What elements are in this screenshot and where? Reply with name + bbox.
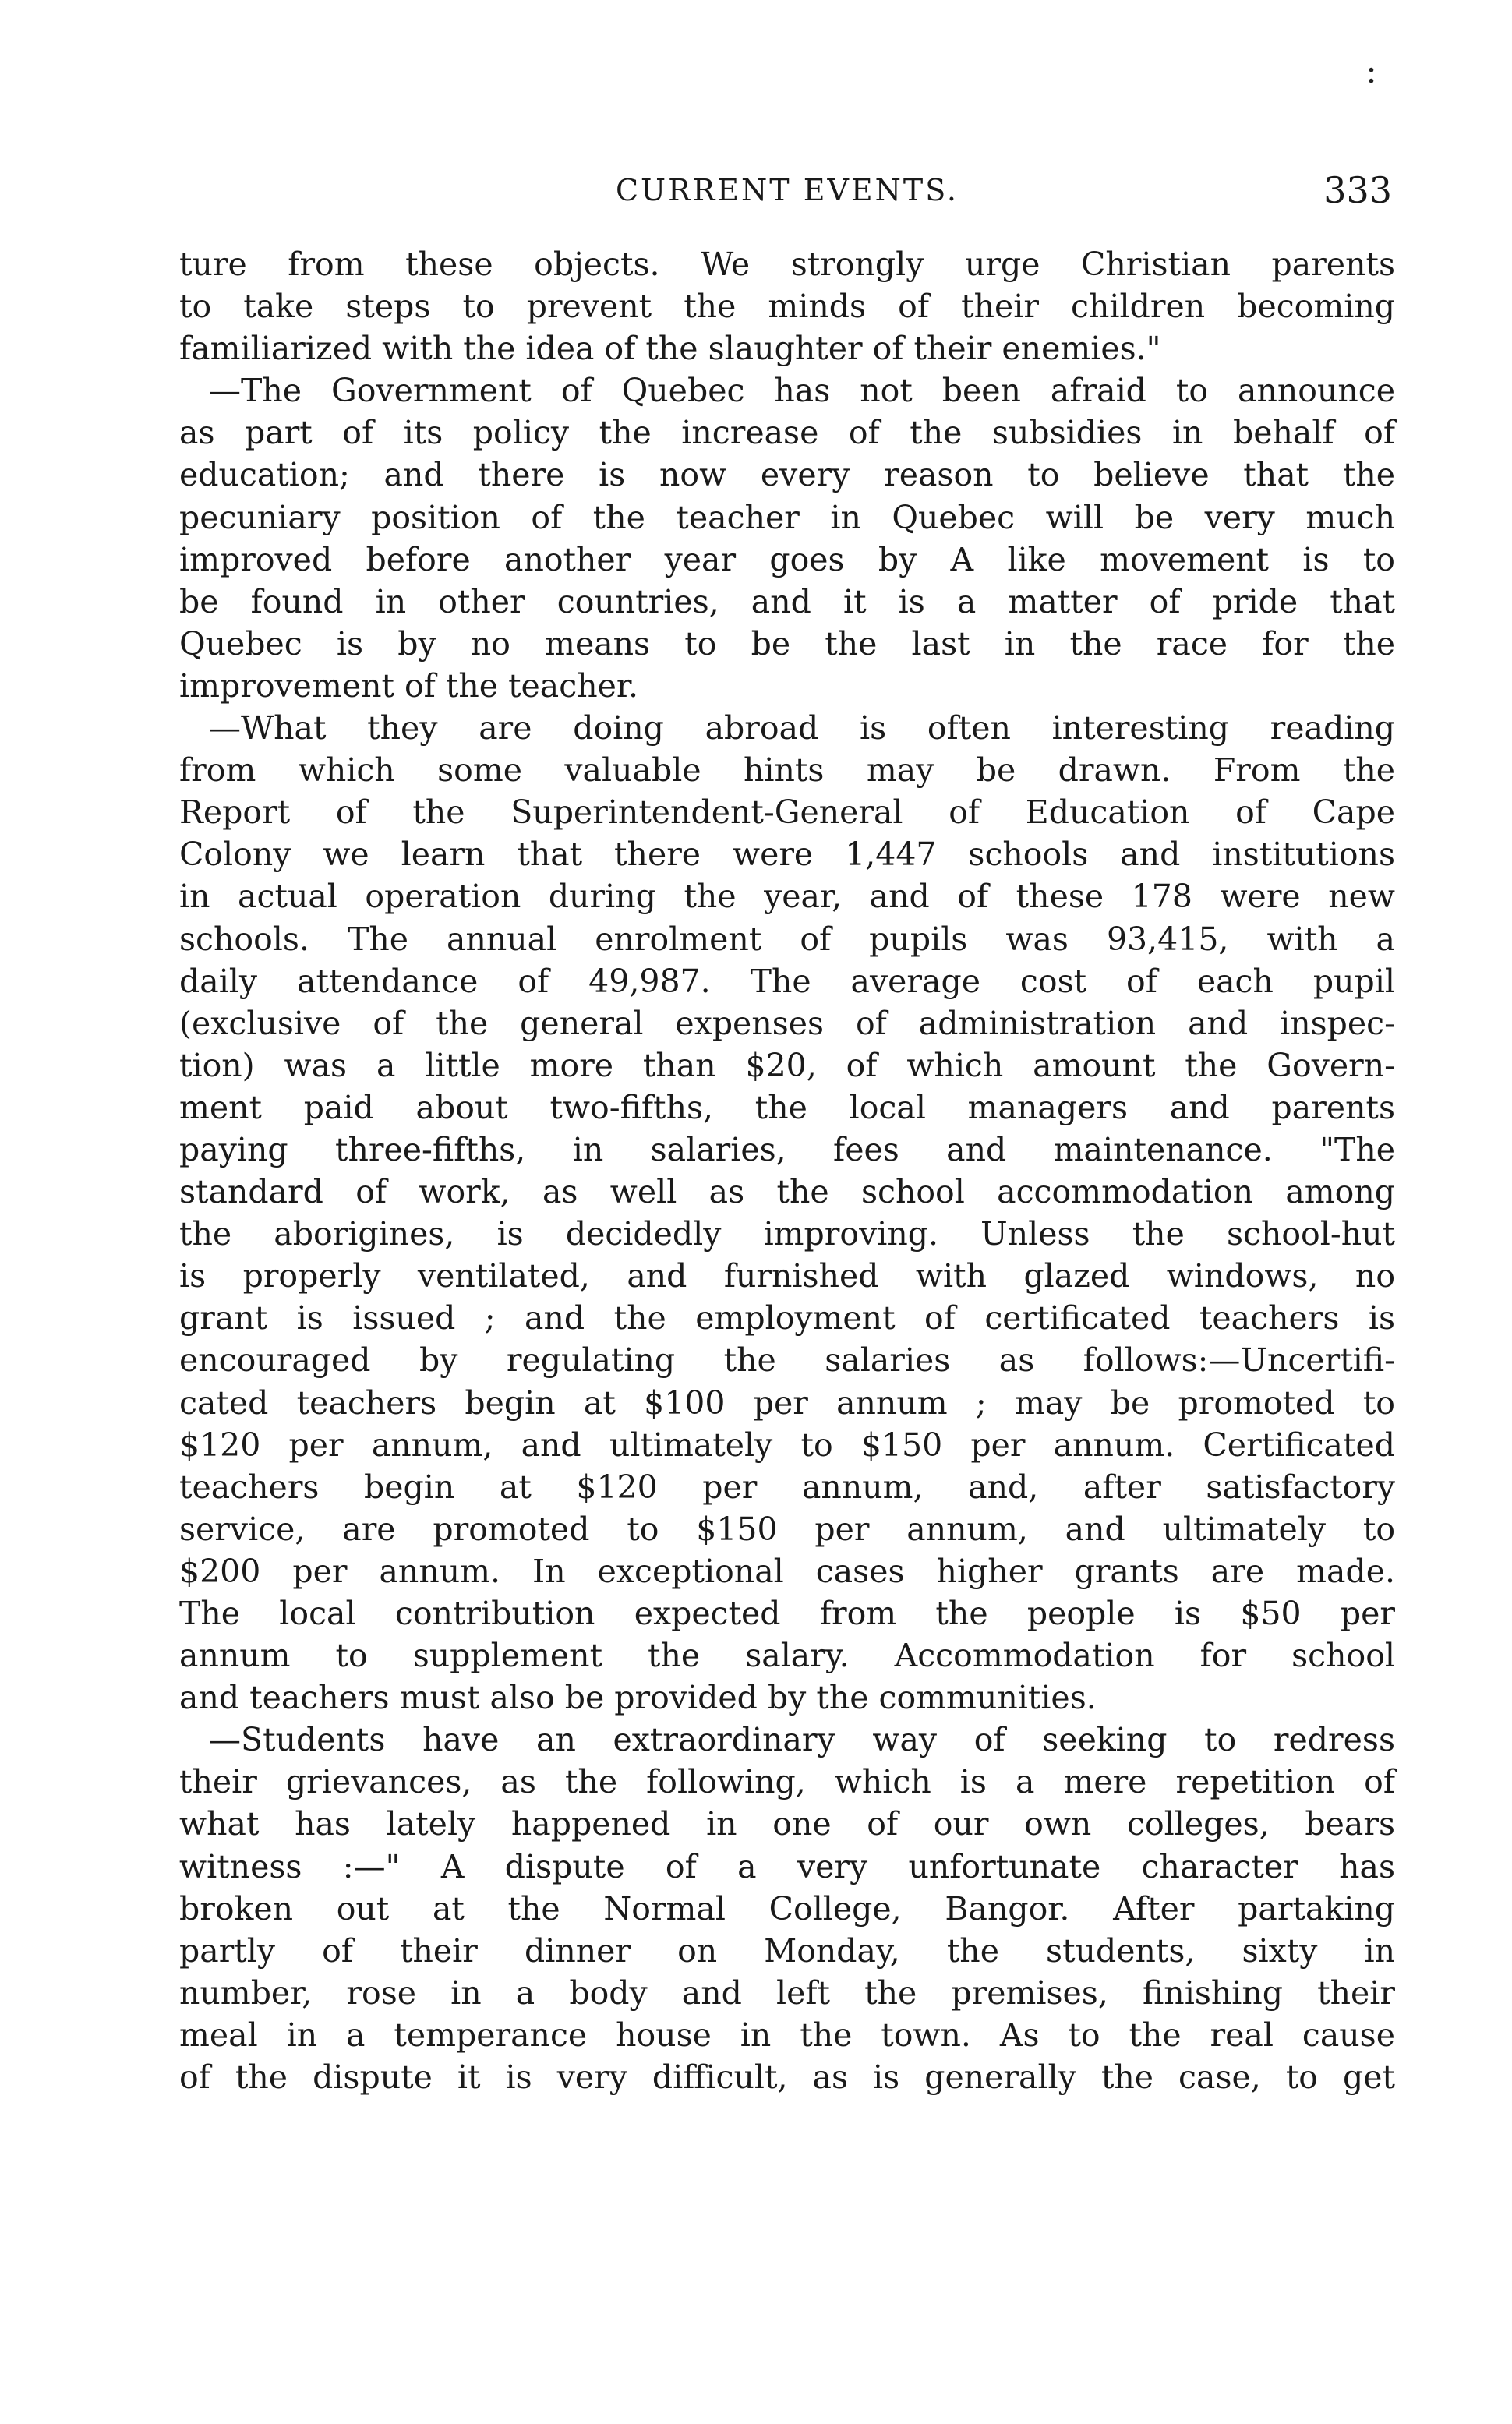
- text-line: their grievances, as the following, which is a mere repetition of: [179, 1763, 1395, 1801]
- text-line: ture from these objects. We strongly urge Christian parents: [179, 246, 1395, 283]
- text-line: the aborigines, is decidedly improving. Unless the school-hut: [179, 1215, 1395, 1253]
- text-line: daily attendance of 49,987. The average cost of each pupil: [179, 962, 1395, 1000]
- text-line: as part of its policy the increase of the subsidies in behalf of: [179, 414, 1395, 452]
- running-head: [179, 167, 1395, 214]
- text-line: (exclusive of the general expenses of administration and inspec-: [179, 1004, 1395, 1042]
- text-line: Colony we learn that there were 1,447 schools and institutions: [179, 836, 1395, 874]
- text-line: tion) was a little more than $20, of which amount the Govern-: [179, 1046, 1395, 1084]
- text-line: The local contribution expected from the people is $50 per: [179, 1595, 1395, 1632]
- text-line: be found in other countries, and it is a matter of pride that: [179, 582, 1395, 620]
- text-line: in actual operation during the year, and of these 178 were new: [179, 878, 1395, 916]
- page-number: 333: [1323, 169, 1392, 211]
- text-line: $120 per annum, and ultimately to $150 per annum. Certificated: [179, 1426, 1395, 1464]
- text-line: —What they are doing abroad is often interesting reading: [209, 709, 1395, 747]
- text-line: number, rose in a body and left the premises, finishing their: [179, 1973, 1395, 2012]
- text-line: grant is issued ; and the employment of certificated teachers is: [179, 1299, 1395, 1337]
- text-line: improved before another year goes by A like movement is to: [179, 540, 1395, 578]
- text-line: is properly ventilated, and furnished with glazed windows, no: [179, 1257, 1395, 1295]
- text-line: $200 per annum. In exceptional cases higher grants are made.: [179, 1552, 1395, 1590]
- text-line: to take steps to prevent the minds of their children becoming: [179, 288, 1395, 326]
- text-line: service, are promoted to $150 per annum, and ultimately to: [179, 1510, 1395, 1548]
- text-line: ment paid about two-fifths, the local managers and parents: [179, 1088, 1395, 1126]
- text-line: pecuniary position of the teacher in Quebec will be very much: [179, 498, 1395, 536]
- running-title: CURRENT EVENTS.: [615, 173, 959, 207]
- text-line: encouraged by regulating the salaries as follows:—Uncertifi-: [179, 1341, 1395, 1380]
- text-line: schools. The annual enrolment of pupils was 93,415, with a: [179, 920, 1395, 958]
- text-line: meal in a temperance house in the town. As to the real cause: [179, 2016, 1395, 2054]
- text-line: teachers begin at $120 per annum, and, after satisfactory: [179, 1468, 1395, 1506]
- text-line: education; and there is now every reason to believe that the: [179, 456, 1395, 494]
- text-line: Report of the Superintendent-General of Education of Cape: [179, 793, 1395, 832]
- text-line: familiarized with the idea of the slaughter of their enemies.": [179, 330, 1161, 368]
- text-line: Quebec is by no means to be the last in the race for the: [179, 624, 1395, 663]
- text-line: —Students have an extraordinary way of seeking to redress: [209, 1721, 1395, 1759]
- text-line: standard of work, as well as the school accommodation among: [179, 1173, 1395, 1211]
- text-line: witness :—" A dispute of a very unfortunate character has: [179, 1847, 1395, 1885]
- corner-mark: :: [1365, 51, 1377, 91]
- text-line: paying three-fifths, in salaries, fees and maintenance. "The: [179, 1130, 1395, 1168]
- text-line: what has lately happened in one of our own colleges, bears: [179, 1805, 1395, 1843]
- body-text: [179, 243, 1395, 2098]
- text-line: annum to supplement the salary. Accommodation for school: [179, 1637, 1395, 1675]
- text-line: cated teachers begin at $100 per annum ; may be promoted to: [179, 1383, 1395, 1422]
- text-line: partly of their dinner on Monday, the students, sixty in: [179, 1931, 1395, 1970]
- text-line: and teachers must also be provided by the communities.: [179, 1679, 1097, 1717]
- text-line: from which some valuable hints may be drawn. From the: [179, 751, 1395, 790]
- text-line: —The Government of Quebec has not been afraid to announce: [209, 372, 1395, 410]
- text-line: improvement of the teacher.: [179, 666, 639, 705]
- text-line: broken out at the Normal College, Bangor. After partaking: [179, 1889, 1395, 1928]
- text-line: of the dispute it is very difficult, as is generally the case, to get: [179, 2058, 1395, 2097]
